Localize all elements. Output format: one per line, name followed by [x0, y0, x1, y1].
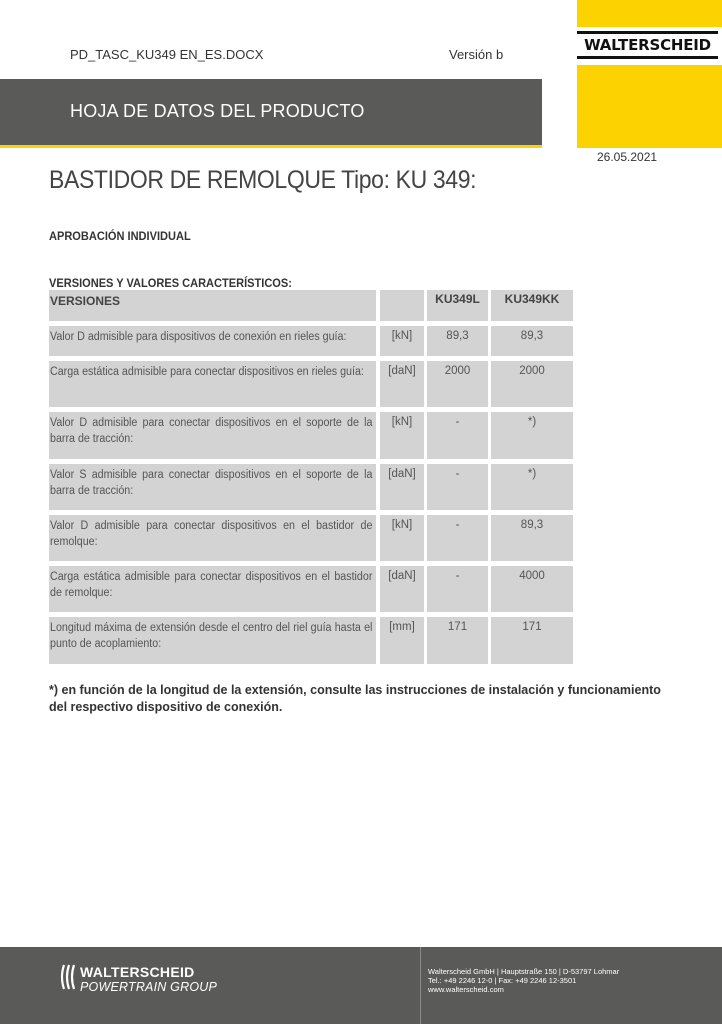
walterscheid-logo — [577, 31, 718, 59]
table-cell-label — [49, 515, 376, 561]
document-filename: PD_TASC_KU349 EN_ES.DOCX — [70, 47, 264, 62]
table-cell-unit: [daN] — [380, 464, 424, 510]
table-cell-unit: [kN] — [380, 326, 424, 356]
footer-brand: WALTERSCHEID — [80, 964, 195, 980]
table-header-ku349kk: KU349KK — [491, 290, 573, 321]
row-label-text: Valor D admisible para conectar dispositivos en el bastidor de remolque: — [50, 520, 373, 548]
document-version: Versión b — [449, 47, 504, 62]
table-cell-label — [49, 566, 376, 612]
row-label-text: Valor D admisible para conectar dispositivos en el soporte de la barra de tracción: — [50, 417, 373, 445]
table-cell-label — [49, 617, 376, 664]
table-cell-unit: [kN] — [380, 412, 424, 459]
table-cell-ku349l: - — [427, 412, 488, 459]
section-heading: VERSIONES Y VALORES CARACTERÍSTICOS: — [49, 276, 292, 290]
table-cell-ku349l: 171 — [427, 617, 488, 664]
table-cell-label — [49, 412, 376, 459]
table-cell-label — [49, 464, 376, 510]
table-cell-ku349kk: 171 — [491, 617, 573, 664]
table-cell-ku349kk: 2000 — [491, 361, 573, 407]
table-cell-unit: [mm] — [380, 617, 424, 664]
table-cell-ku349kk: *) — [491, 412, 573, 459]
footer-divider — [420, 947, 421, 1024]
table-cell-ku349l: - — [427, 566, 488, 612]
table-cell-ku349l: - — [427, 464, 488, 510]
row-label-text: Carga estática admisible para conectar dispositivos en el bastidor de remolque: — [50, 571, 373, 599]
row-label-text: Longitud máxima de extensión desde el centro del riel guía hasta el punto de acoplamiento: — [50, 622, 373, 650]
table-cell-unit: [daN] — [380, 361, 424, 407]
table-cell-ku349kk: 4000 — [491, 566, 573, 612]
table-cell-ku349l: - — [427, 515, 488, 561]
table-header-label: VERSIONES — [49, 290, 376, 321]
approval-type: APROBACIÓN INDIVIDUAL — [49, 229, 191, 243]
table-cell-label — [49, 326, 376, 356]
walterscheid-mark-icon — [60, 963, 76, 991]
table-cell-ku349kk: 89,3 — [491, 515, 573, 561]
table-cell-unit: [daN] — [380, 566, 424, 612]
footer-website: www.walterscheid.com — [428, 985, 504, 994]
table-cell-ku349l: 89,3 — [427, 326, 488, 356]
table-header-ku349l: KU349L — [427, 290, 488, 321]
table-header-unit — [380, 290, 424, 321]
row-label-text: Carga estática admisible para conectar dispositivos en rieles guía: — [50, 366, 364, 378]
logo-text: WALTERSCHEID — [584, 36, 711, 54]
table-cell-unit: [kN] — [380, 515, 424, 561]
row-label-text: Valor S admisible para conectar dispositivos en el soporte de la barra de tracción: — [50, 469, 373, 497]
table-cell-ku349kk: 89,3 — [491, 326, 573, 356]
footer-address: Walterscheid GmbH | Hauptstraße 150 | D-53797 Lohmar — [428, 967, 620, 976]
table-cell-label — [49, 361, 376, 407]
document-date: 26.05.2021 — [597, 150, 658, 164]
header-accent-block — [577, 0, 722, 148]
row-label-text: Valor D admisible para dispositivos de conexión en rieles guía: — [50, 331, 347, 343]
footnote: *) en función de la longitud de la extensión, consulte las instrucciones de instalación y funcionamiento del respectivo dispositivo de conexión. — [49, 683, 661, 714]
page-title: BASTIDOR DE REMOLQUE Tipo: KU 349: — [49, 166, 477, 194]
table-cell-ku349l: 2000 — [427, 361, 488, 407]
footer-phone: Tel.: +49 2246 12-0 | Fax: +49 2246 12-3501 — [428, 976, 577, 985]
header-band-underline — [0, 145, 542, 148]
table-cell-ku349kk: *) — [491, 464, 573, 510]
footer-tagline: POWERTRAIN GROUP — [80, 980, 218, 994]
sheet-type-title: HOJA DE DATOS DEL PRODUCTO — [70, 101, 365, 121]
